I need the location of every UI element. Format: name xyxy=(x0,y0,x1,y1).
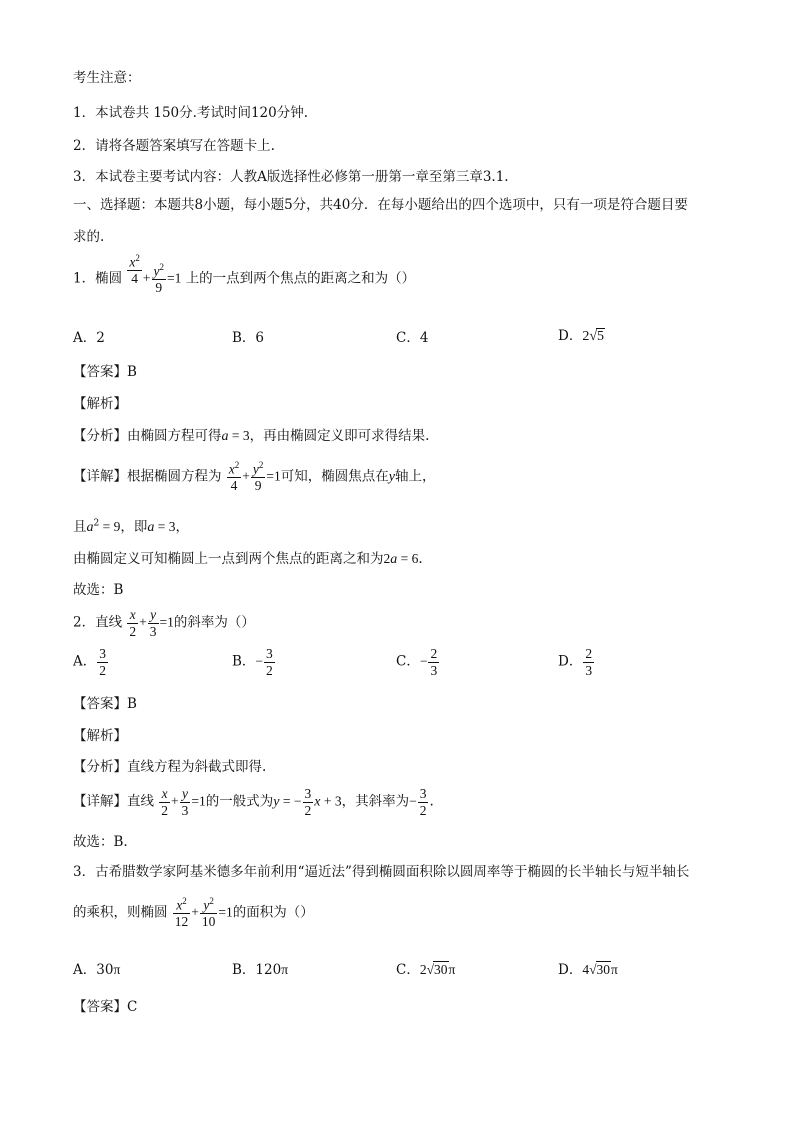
q1-line3: 由椭圆定义可知椭圆上一点到两个焦点的距离之和为2a = 6. xyxy=(73,551,423,567)
notice-item: 1．本试卷共 150分.考试时间120分钟. xyxy=(73,105,308,121)
q1-prefix: 1．椭圆 xyxy=(73,270,123,287)
q2-fenxi: 【分析】直线方程为斜截式即得. xyxy=(73,759,267,775)
q1-option-d: D．2√5 xyxy=(558,328,605,344)
q2-analysis-label: 【解析】 xyxy=(73,728,127,744)
question-3-cont: 的乘积，则椭圆 $\frac{x^2}{12}$ + $\frac{y^2}{10}$ =1的面积为（） xyxy=(73,896,314,930)
q2-option-a: A． $\frac{3}{2}$ xyxy=(73,646,106,678)
q1-option-b: B．6 xyxy=(232,330,265,346)
q3-answer: 【答案】C xyxy=(73,999,138,1015)
q1-line2: 且$a^2 = 9$，即a = 3， xyxy=(73,518,189,535)
section-heading: 一、选择题：本题共8小题，每小题5分，共40分．在每小题给出的四个选项中，只有一项是符合题目要 xyxy=(73,197,688,213)
q1-option-c: C．4 xyxy=(396,330,429,346)
q2-answer: 【答案】B xyxy=(73,696,137,712)
q2-option-b: B．− $\frac{3}{2}$ xyxy=(232,646,273,678)
q2-option-c: C．− $\frac{2}{3}$ xyxy=(396,646,438,678)
q1-equation: $\frac{x^2}{4}$ xyxy=(129,253,140,287)
notice-item: 3．本试卷主要考试内容：人教A版选择性必修第一册第一章至第三章3.1. xyxy=(73,169,509,185)
q1-answer: 【答案】B xyxy=(73,364,137,380)
notice-heading: 考生注意： xyxy=(73,70,141,86)
q2-detail: 【详解】直线 $\frac{x}{2}$ + $\frac{y}{3}$ =1的一般式为y = − $\frac{3}{2}$ x + 3，其斜率为− $\frac{3}{2}$ . xyxy=(73,786,434,818)
question-2: 2．直线 $\frac{x}{2}$ + $\frac{y}{3}$ =1的斜率为（） xyxy=(73,607,255,639)
q1-suffix: 上的一点到两个焦点的距离之和为（） xyxy=(185,270,416,287)
q2-option-d: D． $\frac{2}{3}$ xyxy=(558,646,593,678)
q1-choose: 故选：B xyxy=(73,582,124,598)
q2-choose: 故选：B. xyxy=(73,834,128,850)
q1-analysis-label: 【解析】 xyxy=(73,396,127,412)
q1-fenxi: 【分析】由椭圆方程可得a = 3，再由椭圆定义即可求得结果. xyxy=(73,428,430,444)
q3-option-c: C．2√30π xyxy=(396,962,456,978)
q1-option-a: A．2 xyxy=(73,330,105,346)
q1-detail: 【详解】根据椭圆方程为 $\frac{x^2}{4}$ + $\frac{y^2}{9}$ =1可知，椭圆焦点在y轴上， xyxy=(73,460,436,494)
q3-option-b: B．120π xyxy=(232,962,289,978)
section-heading-cont: 求的. xyxy=(73,229,105,245)
q3-option-a: A．30π xyxy=(73,962,121,978)
question-3: 3．古希腊数学家阿基米德多年前利用“逼近法”得到椭圆面积除以圆周率等于椭圆的长半轴长与短半轴长 xyxy=(73,864,690,880)
question-1: 1．椭圆 $\frac{x^2}{4}$ + $\frac{y^2}{9}$ =1 上的一点到两个焦点的距离之和为（） xyxy=(73,253,416,296)
notice-item: 2．请将各题答案填写在答题卡上. xyxy=(73,138,275,154)
q3-option-d: D．4√30π xyxy=(558,962,618,978)
